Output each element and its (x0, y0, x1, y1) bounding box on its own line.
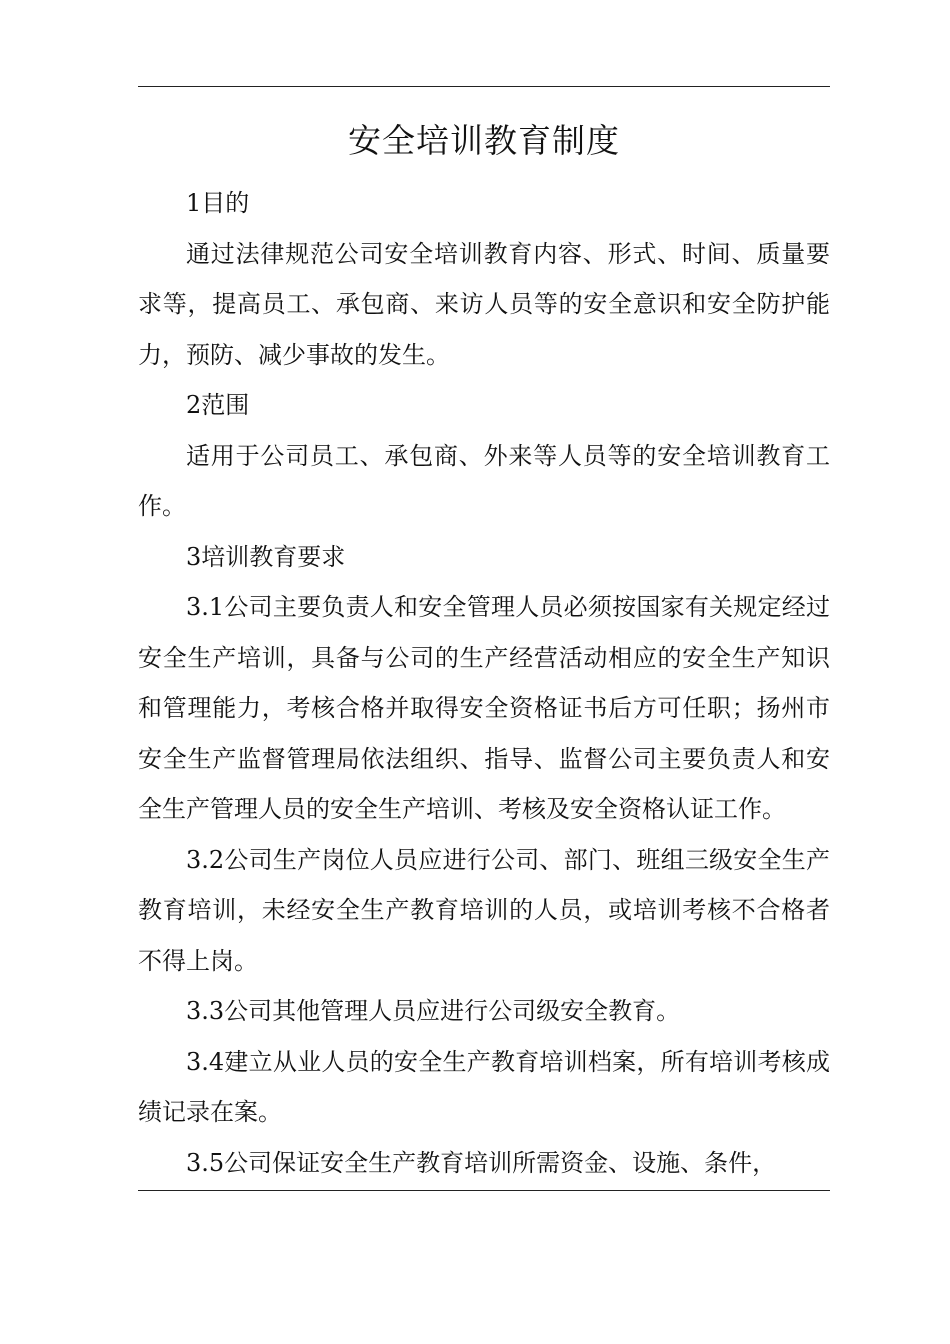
paragraph-3-5: 3.5公司保证安全生产教育培训所需资金、设施、条件， (186, 1148, 777, 1177)
paragraph-3-1: 3.1公司主要负责人和安全管理人员必须按国家有关规定经过安全生产培训，具备与公司的生产经营活动相应的安全生产知识和管理能力，考核合格并取得安全资格证书后方可任职；扬州市安全生产监督管理局依法组织、指导、监督公司主要负责人和安全生产管理人员的安全生产培训、考核及安全资格认证工作。 (138, 593, 830, 823)
heading-requirements: 3培训教育要求 (186, 542, 346, 571)
paragraph-3-2: 3.2公司生产岗位人员应进行公司、部门、班组三级安全生产教育培训，未经安全生产教育培训的人员，或培训考核不合格者不得上岗。 (138, 845, 830, 975)
paragraph-scope: 适用于公司员工、承包商、外来等人员等的安全培训教育工作。 (138, 441, 830, 520)
paragraph-purpose: 通过法律规范公司安全培训教育内容、形式、时间、质量要求等，提高员工、承包商、来访人员等的安全意识和安全防护能力，预防、减少事故的发生。 (138, 239, 830, 369)
heading-purpose: 1目的 (186, 189, 250, 217)
footer-rule (138, 1190, 830, 1191)
paragraph-3-4: 3.4建立从业人员的安全生产教育培训档案，所有培训考核成绩记录在案。 (138, 1047, 830, 1126)
paragraph-3-3: 3.3公司其他管理人员应进行公司级安全教育。 (186, 997, 681, 1025)
heading-scope: 2范围 (186, 391, 250, 419)
header-rule (138, 86, 830, 87)
document-title: 安全培训教育制度 (348, 121, 620, 160)
document-body (138, 178, 830, 1188)
